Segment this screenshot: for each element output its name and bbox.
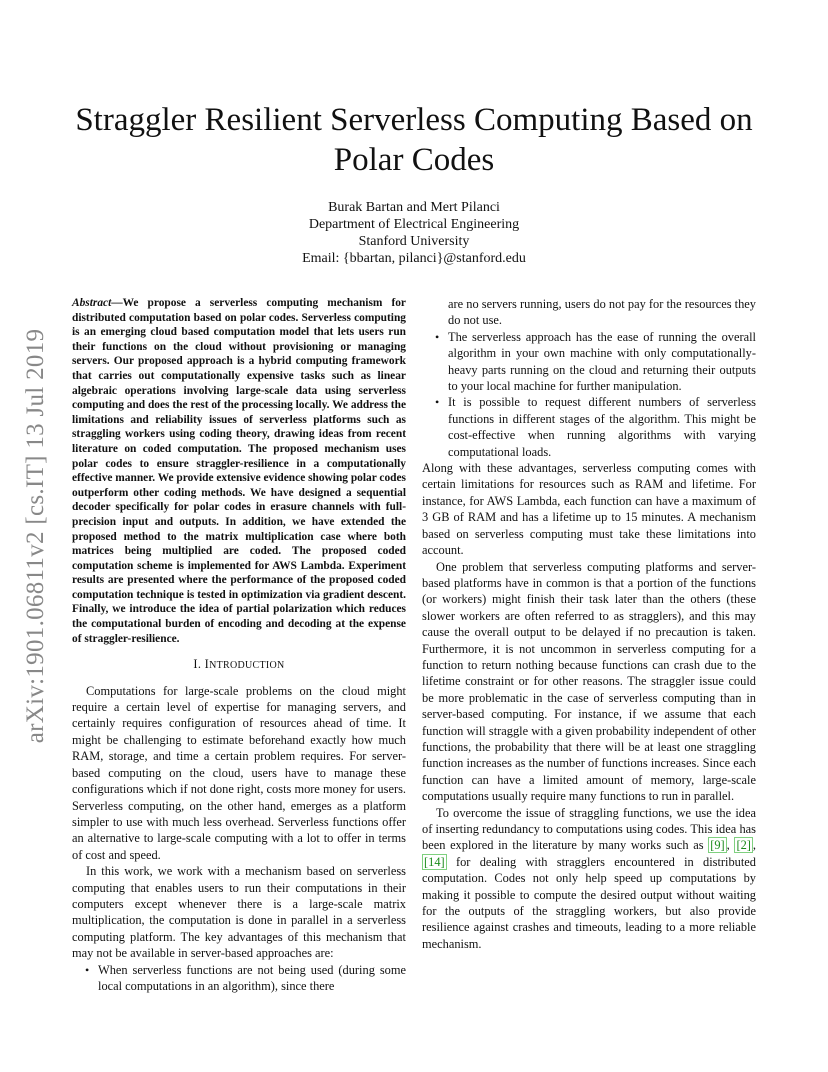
intro-paragraph-3: Along with these advantages, serverless computing comes with certain limitations for resources such as RAM and lifetime. For instance, for AWS Lambda, each function can have a maximum of 3 GB of RAM and has a lifetime up to 15 minutes. A mechanism based on serverless computing must take these limitations into account. <box>422 461 756 558</box>
author-names: Burak Bartan and Mert Pilanci <box>328 200 500 215</box>
advantages-list-continued <box>422 296 756 460</box>
section-heading-introduction: I. INTRODUCTION <box>193 657 285 672</box>
abstract-text: —We propose a serverless computing mechanism for distributed computation based on polar codes. Serverless computing is an emerging cloud based computation model that lets users run their functions on the cloud without provisioning or managing servers. Our proposed approach is a hybrid computing framework that carries out computationally expensive tasks such as linear algebraic operations involving large-scale data using serverless computing and does the rest of the processing locally. We address the limitations and reliability issues of serverless platforms such as straggling workers using coding theory, drawing ideas from recent literature on coded computation. The proposed mechanism uses polar codes to ensure straggler-resilience in a computationally effective manner. We provide extensive evidence showing polar codes outperform other coding methods. We have designed a sequential decoder specifically for polar codes in erasure channels with full-precision input and outputs. In addition, we have extended the proposed method to the matrix multiplication case where both matrices being multiplied are coded. The proposed coded computation scheme is implemented for AWS Lambda. Experiment results are presented where the performance of the proposed coded computation technique is tested in optimization via gradient descent. Finally, we introduce the idea of partial polarization which reduces the computational burden of encoding and decoding at the expense of straggler-resilience. <box>72 297 406 645</box>
intro-paragraph-1: Computations for large-scale problems on the cloud might require a certain level of expertise for managing servers, and certainly requires configuration of resources ahead of time. It might be challenging to estimate beforehand exactly how much RAM, storage, and time a certain problem requires. For server-based computing on the cloud, users have to manage these configurations which if not done right, costs more money for users. Serverless computing, on the other hand, emerges as a platform simpler to use with much less overhead. Serverless functions offer an alternative to large-scale computing with a lot to offer in terms of cost and speed. <box>72 683 406 862</box>
list-item: • The serverless approach has the ease of running the overall algorithm in your own machine with only computationally-heavy parts running on the cloud and returning their outputs to your local machine for further manipulation. <box>448 329 756 395</box>
intro-paragraph-4: One problem that serverless computing platforms and server-based platforms have in common is that a portion of the functions (or workers) might finish their task later than the others (these slower workers are often referred to as stragglers), and this may cause the overall output to be delayed if no precaution is taken. Furthermore, it is not uncommon in serverless computing for a function to return nothing because functions can crash due to the lifetime constraint or for other reasons. The straggler issue could be more problematic in the case of serverless computing than in server-based computing. For instance, if we assume that each function will straggle with a given probability independent of other functions, the probability that there will be at least one straggling function increases as the number of functions increases. Since each function can have a limited amount of memory, large-scale computations usually require many functions to run in parallel. <box>422 559 756 804</box>
citation-link[interactable]: [2] <box>736 838 751 853</box>
abstract <box>72 296 406 646</box>
citation-link[interactable]: [9] <box>710 838 725 853</box>
list-item: • It is possible to request different numbers of serverless functions in different stages of the algorithm. This might be cost-effective when running algorithms with varying computational loads. <box>448 394 756 460</box>
advantages-list <box>72 962 406 995</box>
intro-paragraph-2: In this work, we work with a mechanism based on serverless computing that enables users to run their computations in their computers except whenever there is a large-scale matrix multiplication, the computation is done in parallel in a serverless computing platform. The key advantages of this mechanism that may not be available in server-based approaches are: <box>72 864 406 961</box>
right-column <box>422 296 756 952</box>
arxiv-identifier-stamp: arXiv:1901.06811v2 [cs.IT] 13 Jul 2019 <box>22 328 49 744</box>
list-item-continuation: are no servers running, users do not pay for the resources they do not use. <box>448 297 756 328</box>
abstract-label: Abstract <box>72 297 112 309</box>
author-block <box>0 199 828 267</box>
author-university: Stanford University <box>358 234 470 249</box>
left-column <box>72 296 406 994</box>
author-email: Email: {bbartan, pilanci}@stanford.edu <box>302 251 526 266</box>
author-department: Department of Electrical Engineering <box>308 217 520 232</box>
list-item: • When serverless functions are not being used (during some local computations in an algorithm), since there <box>98 962 406 995</box>
citation-link[interactable]: [14] <box>424 854 445 869</box>
intro-paragraph-5: To overcome the issue of straggling functions, we use the idea of inserting redundancy to computations using codes. This idea has been explored in the literature by many works such as [9] , [2] , [14] for dealing with stragglers encountered in distributed computation. Codes not only help speed up computations by making it possible to compute the desired output without waiting for the outputs of the straggling workers, but also provide resilience against crashes and timeouts, leading to a more reliable mechanism. <box>422 805 756 951</box>
paper-title: Straggler Resilient Serverless Computing Based on Polar Codes <box>75 102 753 178</box>
